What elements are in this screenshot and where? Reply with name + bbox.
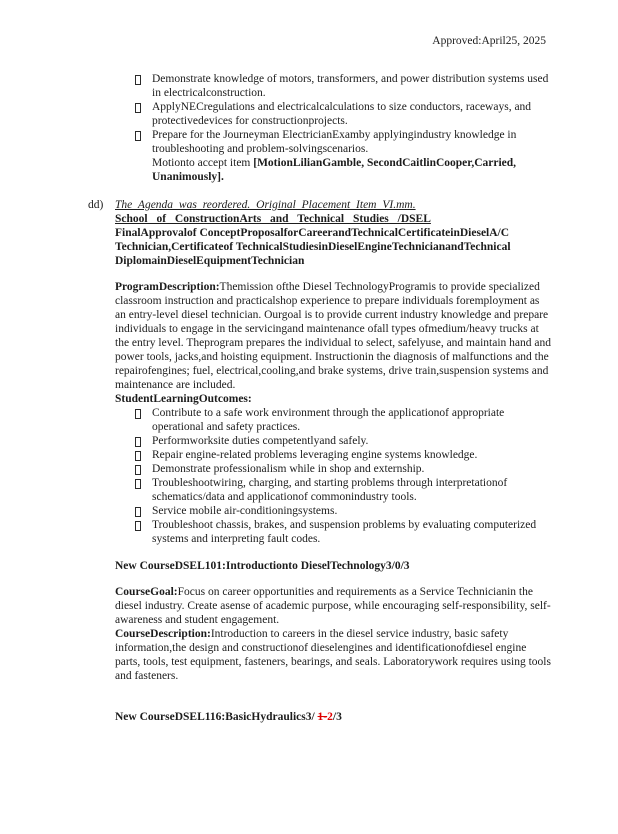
agenda-reordered-note: The Agenda was reordered. Original Placement Item VI.mm. [115, 199, 416, 211]
tracked-change-inserted-value: 2 [327, 711, 333, 723]
list-item-text: ApplyNECregulations and electricalcalculations to size conductors, raceways, and protectivedevices for constructionprojects. [152, 101, 532, 127]
list-item-text: Contribute to a safe work environment through the applicationof appropriate operational and safety practices. [152, 407, 505, 433]
course-description-label: CourseDescription: [115, 628, 211, 640]
bullet-square-icon [135, 507, 141, 517]
program-description-label: ProgramDescription: [115, 281, 220, 293]
list-item [133, 406, 551, 434]
agenda-item-content [115, 198, 548, 268]
list-item-text: Troubleshoot chassis, brakes, and suspension problems by evaluating computerized systems and interpreting fault codes. [152, 519, 537, 545]
bullet-square-icon [135, 465, 141, 475]
motion-statement [133, 156, 551, 184]
program-description-paragraph [115, 280, 552, 392]
list-item [133, 100, 551, 128]
bullet-square-icon [135, 451, 141, 461]
course-goal-text: Focus on career opportunities and requirements as a Service Technicianin the diesel industry. Create asense of academic purpose, while encouraging self-responsibility, self-awareness and student engagement. [115, 586, 551, 626]
agenda-item-title: FinalApprovalof ConceptProposalforCareerandTechnicalCertificateinDieselA/C Technician,Certificateof TechnicalStudiesinDieselEngineTechnicianandTechnical DiplomainDieselEquipmentTechnician [115, 227, 511, 267]
list-item-text: Troubleshootwiring, charging, and starting problems through interpretationof schematics/data and applicationof commonindustry tools. [152, 477, 508, 503]
bullet-square-icon [135, 521, 141, 531]
course-dsel101-heading: New CourseDSEL101:Introductionto DieselTechnology3/0/3 [115, 560, 410, 572]
tracked-change-deleted-value: 1- [317, 711, 328, 723]
list-item [133, 448, 551, 462]
electrical-outcomes-list [133, 72, 551, 184]
course-description-paragraph [115, 627, 552, 683]
student-learning-outcomes-label: StudentLearningOutcomes: [115, 393, 252, 405]
list-item-text: Performworksite duties competentlyand safely. [152, 435, 369, 447]
bullet-square-icon [135, 437, 141, 447]
list-item-text: Repair engine-related problems leveraging engine systems knowledge. [152, 449, 478, 461]
agenda-item-marker: dd) [88, 199, 104, 211]
list-item [133, 504, 551, 518]
course-description-text: Introduction to careers in the diesel service industry, basic safety information,the design and constructionof dieselengines and identificationofdiesel engine parts, tools, test equipment, fasteners, bearings, and seals. Laboratorywork requires using tools and fasteners. [115, 628, 551, 682]
list-item [133, 462, 551, 476]
list-item-text: Demonstrate knowledge of motors, transformers, and power distribution systems used in electricalconstruction. [152, 73, 549, 99]
list-item-text: Prepare for the Journeyman ElectricianExamby applyingindustry knowledge in troubleshooting and problem-solvingscenarios. [152, 129, 517, 155]
list-item-text: Service mobile air-conditioningsystems. [152, 505, 338, 517]
list-item [133, 476, 551, 504]
approved-date-line: Approved:April25, 2025 [432, 35, 546, 47]
school-heading: School of ConstructionArts and Technical Studies /DSEL [115, 213, 431, 225]
motion-bold-text: [MotionLilianGamble, SecondCaitlinCooper,Carried, Unanimously]. [152, 157, 517, 183]
course-dsel116-heading [115, 710, 618, 724]
course-dsel116-prefix: New CourseDSEL116:BasicHydraulics3/ [115, 711, 318, 723]
list-item [133, 518, 551, 546]
bullet-square-icon [135, 131, 141, 141]
bullet-square-icon [135, 479, 141, 489]
motion-prefix-text: Motionto accept item [152, 157, 254, 169]
course-goal-label: CourseGoal: [115, 586, 178, 598]
list-item [133, 72, 551, 100]
list-item [133, 434, 551, 448]
list-item [133, 128, 551, 156]
student-learning-outcomes-list [133, 406, 551, 546]
program-description-text: Themission ofthe Diesel TechnologyProgramis to provide specialized classroom instruction and practicalshop experience to prepare individuals foremployment as an entry-level diesel technician. Ourgoal is to provide current industry knowledge and prepare individuals to engage in the servicingand maintenance ofall types ofmedium/heavy trucks at the entry level. Theprogram prepares the individual to select, safelyuse, and maintain hand and power tools, jacks,and hoisting equipment. Instructionin the diagnosis of malfunctions and the repairofengines; fuel, electrical,cooling,and brake systems, drive train,suspension systems and maintenance are included. [115, 281, 552, 391]
bullet-square-icon [135, 75, 141, 85]
bullet-square-icon [135, 103, 141, 113]
course-dsel116-suffix: /3 [332, 711, 342, 723]
agenda-item-dd [88, 198, 618, 268]
list-item-text: Demonstrate professionalism while in shop and externship. [152, 463, 425, 475]
bullet-square-icon [135, 409, 141, 419]
course-goal-paragraph [115, 585, 552, 627]
